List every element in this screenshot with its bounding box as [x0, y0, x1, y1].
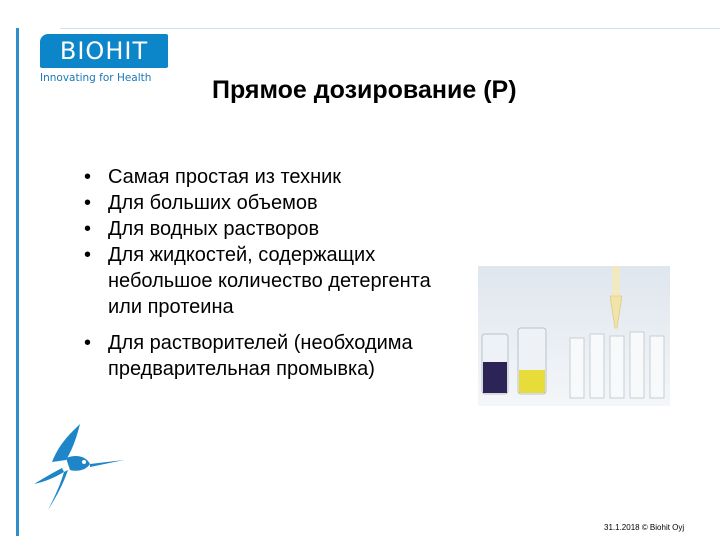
- bullet-item: • Для растворителей (необходима предварительная промывка): [84, 330, 464, 382]
- bullet-item: • Самая простая из техник: [84, 164, 464, 190]
- slide-title: Прямое дозирование (P): [212, 76, 517, 104]
- hummingbird-icon: [30, 414, 130, 518]
- logo-tagline: Innovating for Health: [40, 72, 152, 84]
- bullet-item: • Для водных растворов: [84, 216, 464, 242]
- logo-wordmark: BIOHIT: [40, 34, 168, 68]
- bullet-item: • Для больших объемов: [84, 190, 464, 216]
- pipette-vials-photo: [478, 266, 670, 406]
- bullet-item: • Для жидкостей, содержащих небольшое количество детергента или протеина: [84, 242, 464, 320]
- frame-vertical-line: [16, 28, 19, 536]
- biohit-logo: [40, 34, 168, 90]
- footer-text: 31.1.2018 © Biohit Oyj: [604, 523, 685, 532]
- frame-horizontal-line: [60, 28, 720, 29]
- bullet-list: [84, 164, 464, 382]
